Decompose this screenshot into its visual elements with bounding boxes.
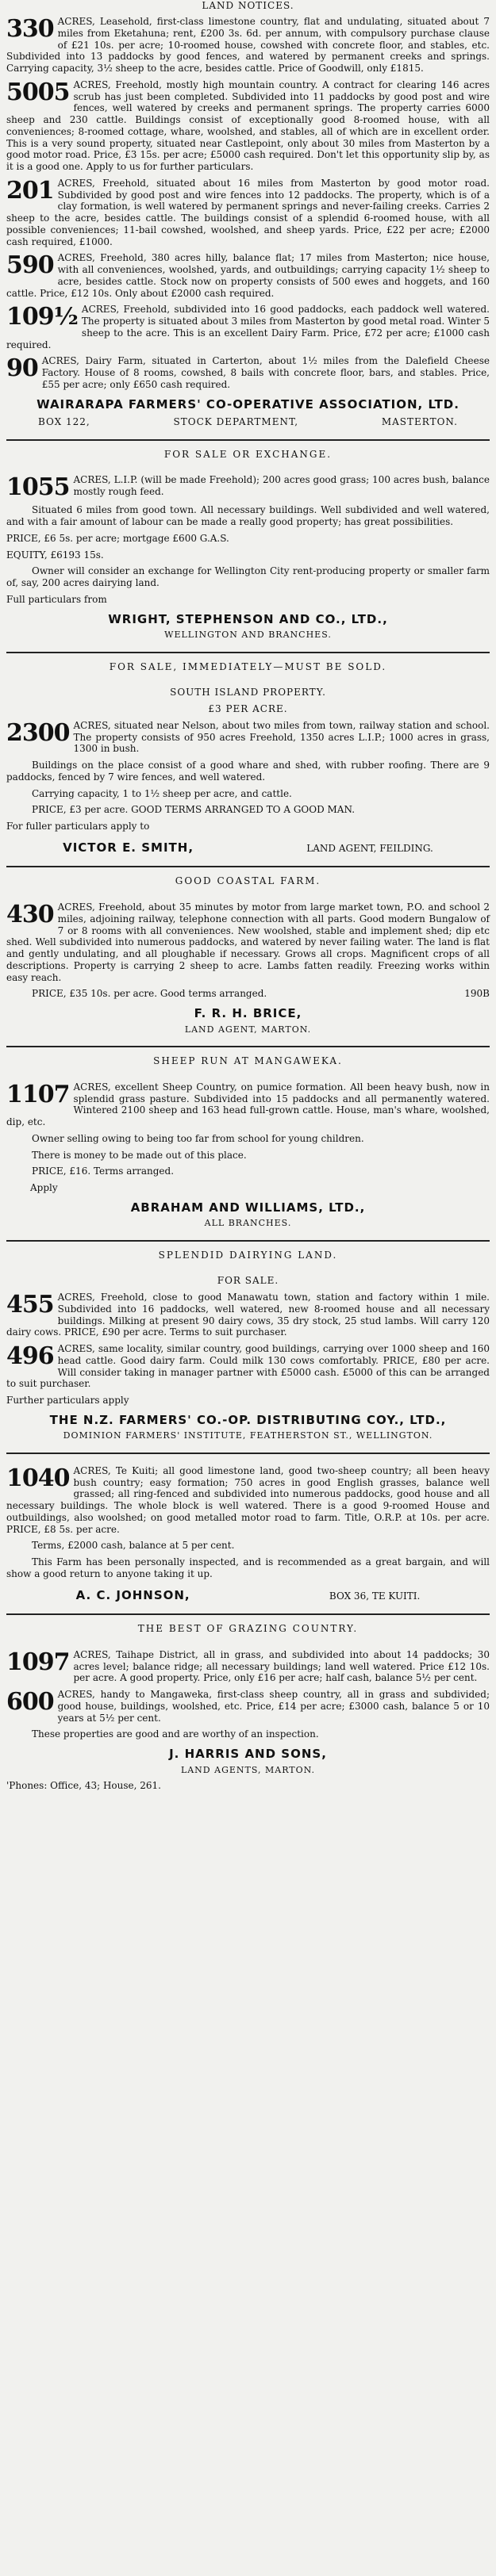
firm-name: WRIGHT, STEPHENSON AND CO., LTD., (108, 611, 388, 626)
ad-paragraph: These properties are good and are worthy of an inspection. (32, 1728, 319, 1740)
company-address (38, 416, 458, 428)
divider (6, 866, 490, 867)
listing-1055 (6, 474, 490, 500)
listing-text: ACRES, Dairy Farm, situated in Carterton, about 1½ miles from the Dalefield Cheese Factory. House of 8 rooms, cowshed, 8 bails with concrete floor, bars, and stables. Price, £55 per acre; only £650 cash required. (41, 355, 490, 390)
phone-numbers: 'Phones: Office, 43; House, 261. (6, 1780, 161, 1792)
listing-number: 2300 (6, 718, 70, 747)
agent-signature (6, 840, 490, 855)
listing-text: ACRES, Freehold, about 35 minutes by motor from large market town, P.O. and school 2 miles, adjoining railway, telephone connection with all parts. Good modern Bungalow of 7 or 8 rooms with all conveniences. New woolshed, stable and implement shed; dip etc shed. Well subdivided into numerous paddocks, and watered by never failing water. The land is flat and gently undulating, and all ploughable if necessary. Grows all crops. Magnificent crops of all descriptions. Property is carrying 2 sheep to acre. Lambs fatten readily. Freezing works within easy reach. (6, 901, 490, 983)
agent-name: F. R. H. BRICE, (194, 1006, 302, 1021)
department: STOCK DEPARTMENT, (173, 415, 299, 427)
listing-text: ACRES, situated near Nelson, about two miles from town, railway station and school. The property consists of 950 acres Freehold, 1350 acres L.I.P.; 1000 acres in grass, 1300 in bush. (73, 719, 490, 755)
listing-text: ACRES, Freehold, close to good Manawatu town, station and factory within 1 mile. Subdivided into 16 paddocks, well watered, new 8-roomed house and all necessary buildings. Milking at present 90 dairy cows, 35 dry stock, 25 stud lambs. Will carry 120 dairy cows. PRICE, £90 per acre. Terms to suit purchaser. (6, 1292, 490, 1338)
listing-600 (6, 1689, 490, 1724)
firm-branches: WELLINGTON AND BRANCHES. (164, 630, 332, 641)
price-line: PRICE, £3 per acre. GOOD TERMS ARRANGED TO A GOOD MAN. (32, 804, 356, 816)
listing-text: ACRES, same locality, similar country, good buildings, carrying over 1000 sheep and 160 head cattle. Good dairy farm. Could milk 130 cows comfortably. PRICE, £80 per acre. Will consider taking in manager partner with £5000 cash. £5000 of this can be arranged to suit purchaser. (6, 1343, 490, 1390)
listing-2300 (6, 720, 490, 755)
price-text: PRICE, £35 10s. per acre. Good terms arranged. (32, 988, 267, 1000)
agent-location: LAND AGENTS, MARTON. (180, 1764, 316, 1775)
divider (6, 439, 490, 441)
listing-201 (6, 178, 490, 248)
divider (6, 1453, 490, 1454)
ad-dairying-land (6, 1250, 490, 1454)
listing-number: 201 (6, 176, 54, 205)
divider (6, 1613, 490, 1615)
ad-heading: THE BEST OF GRAZING COUNTRY. (137, 1623, 359, 1635)
ad-south-island (6, 661, 490, 868)
listing-number: 496 (6, 1342, 54, 1371)
listing-496 (6, 1343, 490, 1390)
ad-subheading: SOUTH ISLAND PROPERTY. (170, 687, 326, 699)
apply-line: Full particulars from (6, 593, 107, 605)
listing-number: 1107 (6, 1080, 70, 1108)
listing-1107 (6, 1081, 490, 1128)
listing-330 (6, 16, 490, 75)
agent-signature (6, 1588, 490, 1602)
divider (6, 1240, 490, 1242)
listing-number: 1055 (6, 473, 70, 502)
agent-location: BOX 36, TE KUITI. (329, 1590, 421, 1602)
price-line (6, 988, 490, 1000)
ad-paragraph: Owner selling owing to being too far from school for young children. (32, 1132, 364, 1144)
ad-heading: GOOD COASTAL FARM. (175, 875, 321, 887)
agent-name: A. C. JOHNSON, (75, 1587, 190, 1602)
divider (6, 1046, 490, 1047)
terms-line: Terms, £2000 cash, balance at 5 per cent. (32, 1540, 235, 1552)
agent-location: LAND AGENT, MARTON. (184, 1024, 312, 1035)
listing-text: ACRES, excellent Sheep Country, on pumice formation. All been heavy bush, now in splendid grass pasture. Subdivided into 15 paddocks and all permanently watered. Wintered 2100 sheep and 163 head full-grown cattle. House, man's whare, woolshed, dip, etc. (6, 1081, 490, 1128)
agent-name: VICTOR E. SMITH, (63, 840, 194, 855)
equity-line: EQUITY, £6193 15s. (6, 549, 104, 561)
ad-heading: SHEEP RUN AT MANGAWEKA. (153, 1055, 343, 1067)
listing-text: ACRES, Freehold, subdivided into 16 good paddocks, each paddock well watered. The property is situated about 3 miles from Masterton by good metal road. Winter 5 sheep to the acre. This is an excellent Dairy Farm. Price, £72 per acre; £1000 cash required. (6, 304, 490, 350)
price-line: PRICE, £16. Terms arranged. (32, 1166, 175, 1177)
listing-number: 600 (6, 1688, 54, 1717)
price-line: PRICE, £6 5s. per acre; mortgage £600 G.A.S. (6, 532, 229, 544)
listing-number: 90 (6, 354, 38, 383)
listing-number: 430 (6, 901, 54, 929)
page-title: LAND NOTICES. (202, 0, 294, 11)
firm-name: THE N.Z. FARMERS' CO.-OP. DISTRIBUTING COY., LTD., (49, 1412, 447, 1427)
apply-line: Apply (30, 1182, 58, 1194)
firm-name: ABRAHAM AND WILLIAMS, LTD., (130, 1200, 366, 1215)
firm-address: DOMINION FARMERS' INSTITUTE, FEATHERSTON ST., WELLINGTON. (63, 1430, 433, 1441)
ad-heading: FOR SALE OR EXCHANGE. (163, 448, 333, 460)
firm-branches: ALL BRANCHES. (204, 1218, 292, 1229)
ad-grazing-country (6, 1623, 490, 1792)
listing-number: 330 (6, 15, 54, 43)
listing-number: 5005 (6, 78, 70, 106)
listing-5005 (6, 79, 490, 173)
listing-text: ACRES, Freehold, 380 acres hilly, balance flat; 17 miles from Masterton; nice house, with all conveniences, woolshed, yards, and outbuildings; carrying capacity 1½ sheep to acre, besides cattle. Stock now on property consists of 500 ewes and hoggets, and 160 cattle. Price, £12 10s. Only about £2000 cash required. (6, 252, 490, 299)
ad-paragraph: Buildings on the place consist of a good whare and shed, with rubber roofing. There are 9 paddocks, fenced by 7 wire fences, and well watered. (6, 760, 490, 783)
listing-number: 1040 (6, 1464, 70, 1492)
listing-90 (6, 355, 490, 390)
agent-name: J. HARRIS AND SONS, (169, 1747, 327, 1762)
listing-number: 1097 (6, 1648, 70, 1676)
ad-paragraph: Owner will consider an exchange for Wellington City rent-producing property or smaller farm of, say, 200 acres dairying land. (6, 565, 490, 589)
listing-text: ACRES, Leasehold, first-class limestone country, flat and undulating, situated about 7 miles from Eketahuna; rent, £200 3s. 6d. per annum, with compulsory purchase clause of £21 10s. per acre; 10-roomed house, cowshed with concrete floor, and stables, etc. Subdivided into 13 paddocks by good fences, and watered by permanent creeks and springs. Carrying capacity, 3½ sheep to the acre, besides cattle. Price of Goodwill, only £1815. (6, 16, 490, 74)
listing-text: ACRES, Te Kuiti; all good limestone land, good two-sheep country; all been heavy bush country; easy formation; 750 acres in good English grasses, balance well grassed; all ring-fenced and subdivided into numerous paddocks, good house and all necessary buildings. The whole block is well watered. There is a good 9-roomed House and outbuildings, also woolshed; on good metalled motor road to farm. Title, O.R.P. at 10s. per acre. PRICE, £8 5s. per acre. (6, 1464, 490, 1535)
listing-1097 (6, 1649, 490, 1684)
listing-text: ACRES, Taihape District, all in grass, and subdivided into about 14 paddocks; 30 acres level; balance ridge; all necessary buildings; land well watered. Price £12 10s. per acre. A good property. Price, only £16 per acre; half cash, balance 5½ per cent. (73, 1648, 490, 1684)
listing-number: 109½ (6, 303, 78, 331)
listing-number: 455 (6, 1291, 54, 1319)
listing-text: ACRES, handy to Mangaweka, first-class sheep country, all in grass and subdivided; good house, buildings, woolshed, etc. Price, £14 per acre; £3000 cash, balance 5 or 10 years at 5½ per cent. (57, 1689, 490, 1724)
apply-line: For fuller particulars apply to (6, 821, 150, 833)
listing-455 (6, 1292, 490, 1338)
ad-subheading: £3 PER ACRE. (208, 703, 288, 715)
listing-1040 (6, 1465, 490, 1536)
ad-wairarapa (6, 16, 490, 441)
ad-subheading: FOR SALE. (217, 1275, 279, 1287)
listing-number: 590 (6, 251, 54, 280)
ad-te-kuiti (6, 1465, 490, 1615)
ad-paragraph: This Farm has been personally inspected, and is recommended as a great bargain, and will show a good return to anyone taking it up. (6, 1556, 490, 1579)
company-name: WAIRARAPA FARMERS' CO-OPERATIVE ASSOCIATION, LTD. (37, 396, 459, 411)
listing-430 (6, 901, 490, 983)
divider (6, 652, 490, 653)
ad-paragraph: Situated 6 miles from good town. All necessary buildings. Well subdivided and well watered, and with a fair amount of labour can be made a really good property; has great possibilities. (6, 504, 490, 528)
ad-heading: SPLENDID DAIRYING LAND. (158, 1249, 338, 1261)
ad-exchange (6, 449, 490, 653)
ad-paragraph: There is money to be made out of this place. (32, 1149, 247, 1161)
ad-heading: FOR SALE, IMMEDIATELY—MUST BE SOLD. (109, 660, 387, 672)
listing-109 (6, 304, 490, 350)
listing-590 (6, 252, 490, 299)
listing-text: ACRES, Freehold, situated about 16 miles from Masterton by good motor road. Subdivided by good post and wire fences into 12 paddocks. The property, which is of a clay formation, is well watered by permanent springs and never-failing creeks. Carries 2 sheep to the acre, besides cattle. The buildings consist of a splendid 6-roomed house, with all possible conveniences; 11-bail cowshed, woolshed, and sheep yards. Price, £22 per acre; £2000 cash required, £1000. (6, 177, 490, 247)
town: MASTERTON. (381, 415, 458, 427)
ad-paragraph: Carrying capacity, 1 to 1½ sheep per acre, and cattle. (32, 787, 292, 799)
ad-mangaweka (6, 1055, 490, 1242)
ref-code: 190B (464, 988, 490, 1000)
box-number: BOX 122, (38, 415, 90, 427)
listing-text: ACRES, L.I.P. (will be made Freehold); 200 acres good grass; 100 acres bush, balance mostly rough feed. (73, 474, 490, 498)
ad-coastal-farm (6, 875, 490, 1047)
apply-line: Further particulars apply (6, 1395, 129, 1407)
listing-text: ACRES, Freehold, mostly high mountain country. A contract for clearing 146 acres scrub has just been completed. Subdivided into 11 paddocks by good post and wire fences, well watered by creeks and permanent springs. The property carries 6000 sheep and 230 cattle. Buildings consist of exceptionally good 8-roomed house, with all conveniences; 8-roomed cottage, whare, woolshed, and stables, all of which are in excellent order. This is a very sound property, situated near Castlepoint, only about 30 miles from Masterton by a good motor road. Price, £3 15s. per acre; £5000 cash required. Don't let this opportunity slip by, as it is a good one. Apply to us for further particulars. (6, 78, 490, 172)
agent-location: LAND AGENT, FEILDING. (306, 842, 433, 854)
